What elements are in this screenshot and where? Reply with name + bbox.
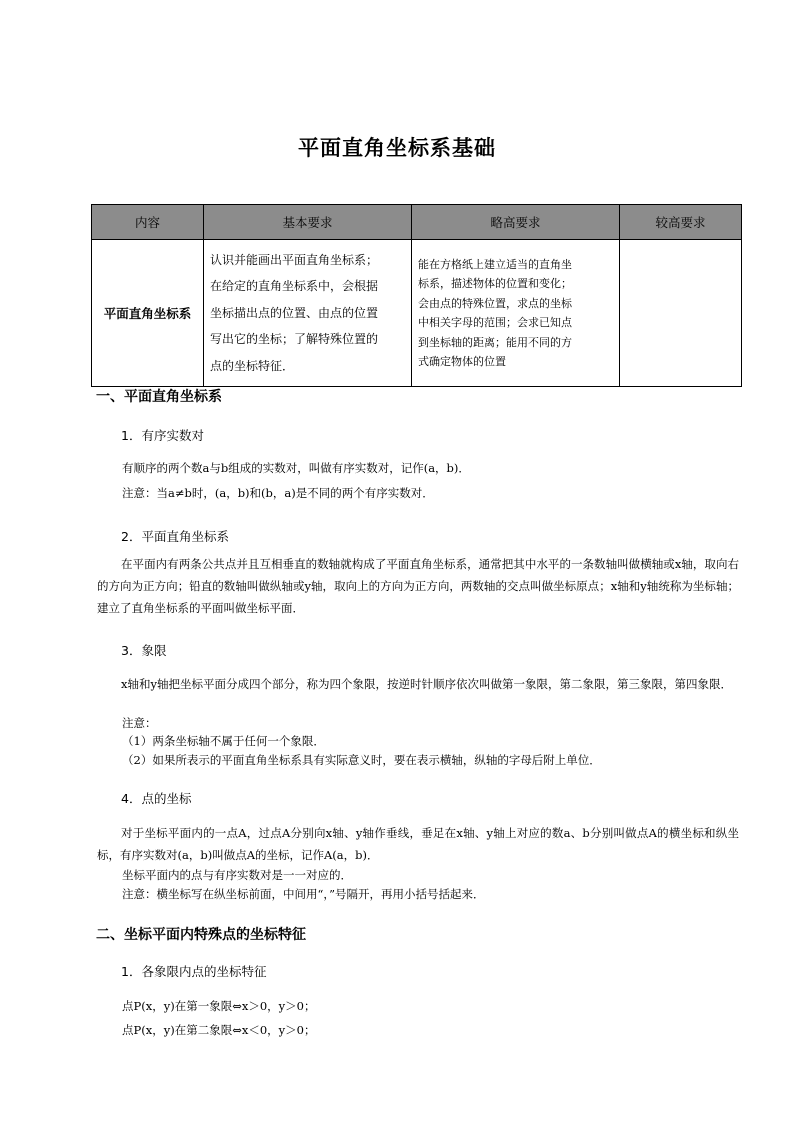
text-line: 会由点的特殊位置，求点的坐标	[418, 296, 572, 310]
paragraph-line: 点P(x，y)在第一象限⇔x＞0，y＞0；	[122, 999, 316, 1013]
text-line: 坐标描出点的位置、由点的位置	[210, 305, 379, 320]
text-line: 式确定物体的位置	[418, 355, 506, 368]
subsection-title: 1．有序实数对	[121, 428, 204, 443]
subsection-title: 4．点的坐标	[121, 791, 192, 806]
text-line: 到坐标轴的距离；能用不同的方	[418, 335, 572, 349]
text-line: 在给定的直角坐标系中，会根据	[210, 279, 379, 294]
subsection-title: 1．各象限内点的坐标特征	[121, 964, 267, 979]
note-item: （2）如果所表示的平面直角坐标系具有实际意义时，要在表示横轴，纵轴的字母后附上单位．	[122, 753, 601, 767]
table-header-cell: 略高要求	[412, 205, 620, 240]
subsection-title: 3．象限	[121, 643, 167, 658]
basic-requirement-cell	[204, 240, 412, 387]
text-line: 写出它的坐标；了解特殊位置的	[210, 332, 379, 347]
advanced-requirement-cell	[412, 240, 620, 387]
section-heading: 一、平面直角坐标系	[96, 389, 222, 405]
text-line: 标系，描述物体的位置和变化；	[418, 277, 572, 290]
table-header-cell: 内容	[92, 205, 204, 240]
page-title: 平面直角坐标系基础	[298, 136, 496, 160]
table-header-cell: 基本要求	[204, 205, 412, 240]
paragraph-line: 有顺序的两个数a与b组成的实数对，叫做有序实数对，记作(a，b)．	[122, 461, 470, 475]
paragraph: 在平面内有两条公共点并且互相垂直的数轴就构成了平面直角坐标系，通常把其中水平的一条数轴叫做横轴或x轴，取向右的方向为正方向；铅直的数轴叫做纵轴或y轴，取向上的方向为正方向，两数轴的交点叫做坐标原点；x轴和y轴统称为坐标轴；建立了直角坐标系的平面叫做坐标平面．	[97, 557, 739, 615]
note-item: （1）两条坐标轴不属于任何一个象限．	[122, 734, 325, 748]
requirements-table	[91, 204, 742, 387]
text-line: 认识并能画出平面直角坐标系；	[210, 252, 379, 267]
paragraph-line: 注意：横坐标写在纵坐标前面，中间用“，”号隔开，再用小括号括起来．	[122, 887, 485, 901]
paragraph: x轴和y轴把坐标平面分成四个部分，称为四个象限，按逆时针顺序依次叫做第一象限，第二象限，第三象限，第四象限．	[121, 677, 732, 691]
note-label: 注意：	[122, 716, 157, 730]
paragraph: 对于坐标平面内的一点A，过点A分别向x轴、y轴作垂线，垂足在x轴、y轴上对应的数a、b分别叫做点A的横坐标和纵坐标，有序实数对(a，b)叫做点A的坐标，记作A(a，b)．	[97, 826, 739, 862]
paragraph-line: 坐标平面内的点与有序实数对是一一对应的．	[122, 868, 352, 882]
content-cell: 平面直角坐标系	[92, 240, 204, 387]
paragraph-line: 注意：当a≠b时，(a，b)和(b，a)是不同的两个有序实数对．	[122, 486, 434, 500]
text-line: 中相关字母的范围；会求已知点	[418, 316, 572, 329]
table-header-cell: 较高要求	[620, 205, 742, 240]
text-line: 点的坐标特征．	[210, 358, 295, 373]
section-heading: 二、坐标平面内特殊点的坐标特征	[96, 927, 306, 943]
text-line: 能在方格纸上建立适当的直角坐	[418, 257, 572, 271]
paragraph-line: 点P(x，y)在第二象限⇔x＜0，y＞0；	[122, 1023, 316, 1037]
subsection-title: 2．平面直角坐标系	[121, 529, 229, 544]
table-header-row	[92, 205, 742, 240]
table-row	[92, 240, 742, 387]
higher-requirement-cell	[620, 240, 742, 387]
